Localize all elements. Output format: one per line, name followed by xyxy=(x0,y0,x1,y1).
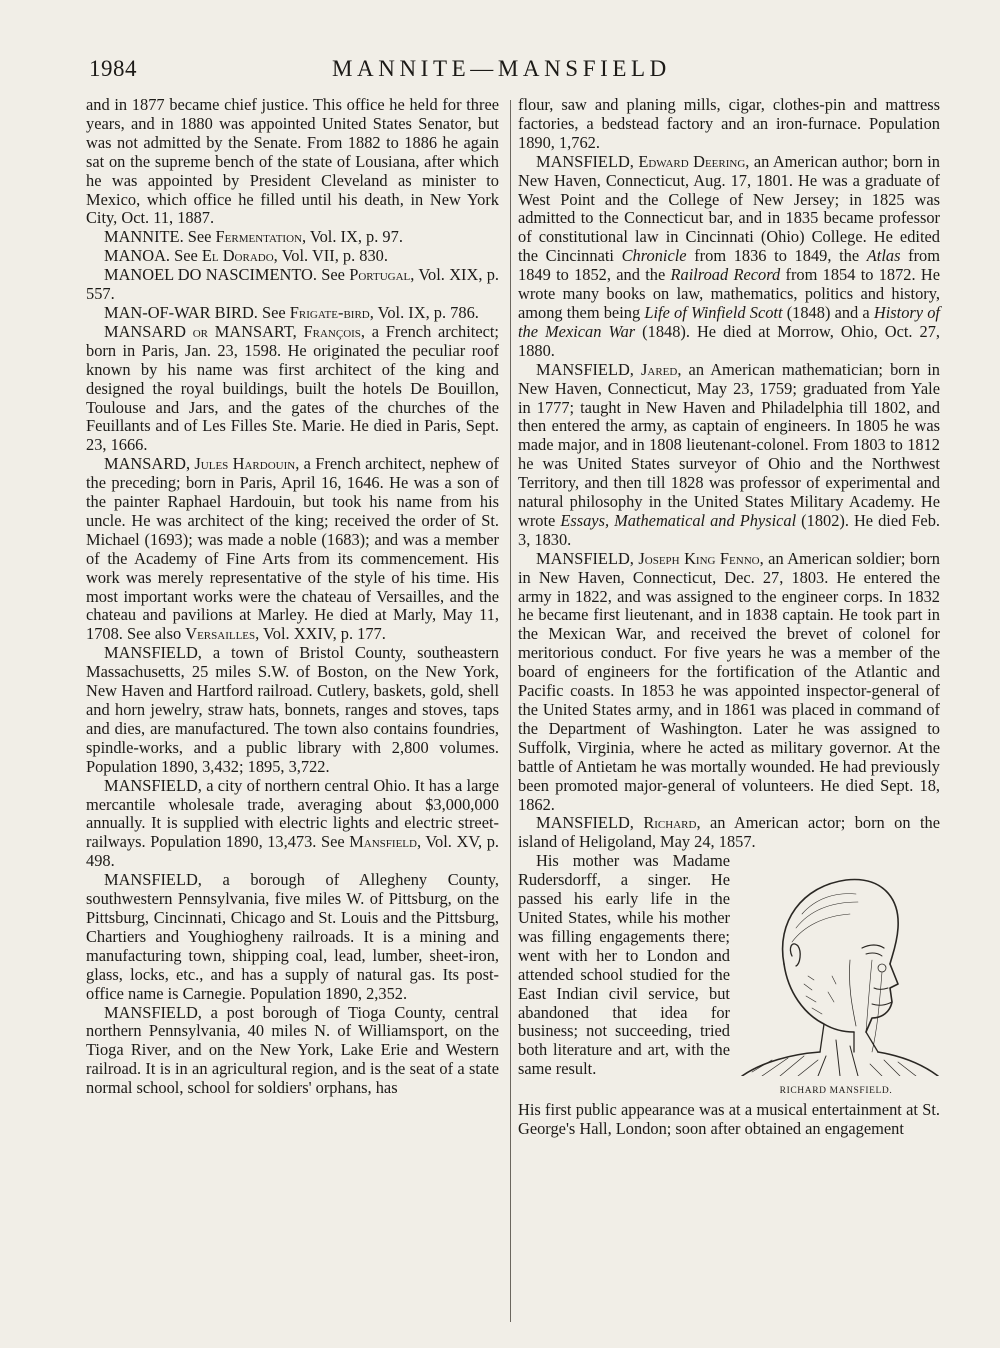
portrait-engraving xyxy=(732,856,940,1076)
entry-continuation: flour, saw and planing mills, cigar, clothes-pin and mattress factories, a bedstead factory and an iron-furnace. Population 1890, 1,762. xyxy=(518,95,940,152)
entry-mansard-jules: MANSARD, Jules Hardouin, a French architect, nephew of the preceding; born in Paris, April 16, 1646. He was a son of the painter Raphael Hardouin, but took his name from his uncle. He was architect of the king; received the order of St. Michael (1693); was made a noble (1683); and was a member of the Academy of Fine Arts from its commencement. His work was merely representative of the style of his time. His most important works were the chateau of Versailles, and the chateau and pavilions at Marley. He died at Marly, May 11, 1708. See also Versailles, Vol. XXIV, p. 177. xyxy=(86,454,499,644)
entry-mansfield-ohio: MANSFIELD, a city of northern central Ohio. It has a large mercantile wholesale trade, averaging about $3,000,000 annually. It is supplied with electric lights and electric street-railways. Population 1890, 13,473. See Mansfield, Vol. XV, p. 498. xyxy=(86,775,499,871)
entry-edward-deering: MANSFIELD, Edward Deering, an American author; born in New Haven, Connecticut, Aug. 17, 1801. He was a graduate of West Point and the College of New Jersey; in 1825 was admitted to the Connecticut bar, and in 1835 became professor of constitutional law in Cincinnati (Ohio) College. He edited the Cincinnati Chronicle from 1836 to 1849, the Atlas from 1849 to 1852, and the Railroad Record from 1854 to 1872. He wrote many books on law, mathematics, politics and history, among them being Life of Winfield Scott (1848) and a History of the Mexican War (1848). He died at Morrow, Ohio, Oct. 27, 1880. xyxy=(518,151,940,360)
entry-continuation: and in 1877 became chief justice. This office he held for three years, and in 1880 was appointed United States Senator, but was not admitted by the Senate. From 1882 to 1886 he again sat on the supreme bench of the state of Lousiana, after which he was appointed by President Cleveland as minister to Mexico, which office he filled until his death, in New York City, Oct. 11, 1887. xyxy=(86,95,499,228)
richard-wrapped-text: His mother was Madame Rudersdorff, a singer. He passed his early life in the United States, while his mother was filling engagements there; went with her to London and attended school studied for the East Indian civil service, but abandoned that idea for business; not succeeding, tried both literature and art, with the same result. xyxy=(518,851,730,1079)
entry-joseph-king-fenno: MANSFIELD, Joseph King Fenno, an American soldier; born in New Haven, Connecticut, Dec. 27, 1803. He entered the army in 1822, and was assigned to the engineer corps. In 1832 he became first lieutenant, and in 1838 captain. He took part in the Mexican War, and received the brevet of colonel for meritorious conduct. For five years he was a member of the board of engineers for the fortification of the Atlantic and Pacific coasts. In 1853 he was appointed inspector-general of the United States army, and in 1861 was placed in command of the Department of Washington. Later he was assigned to Suffolk, Virginia, where he acted as military governor. At the battle of Antietam he was mortally wounded. He had previously been promoted major-general of volunteers. He died Sept. 18, 1862. xyxy=(518,548,940,814)
portrait-caption: RICHARD MANSFIELD. xyxy=(779,1086,893,1097)
entry-manoa: MANOA. See El Dorado, Vol. VII, p. 830. xyxy=(104,246,388,266)
entry-mansfield-tioga: MANSFIELD, a post borough of Tioga County, central northern Pennsylvania, 40 miles N. of Williamsport, on the Tioga River, and on the New York, Lake Erie and Western railroad. It is in an agricultural region, and is the seat of a state normal school, school for soldiers' orphans, has xyxy=(86,1002,499,1098)
entry-man-of-war-bird: MAN-OF-WAR BIRD. See Frigate-bird, Vol. IX, p. 786. xyxy=(104,302,479,322)
entry-mannite: MANNITE. See Fermentation, Vol. IX, p. 97. xyxy=(104,227,403,247)
entry-richard-heading: MANSFIELD, Richard, an American actor; born on the island of Heligoland, May 24, 1857. xyxy=(518,813,941,852)
entry-mansfield-allegheny: MANSFIELD, a borough of Allegheny County, southwestern Pennsylvania, five miles W. of Pittsburg, on the Pittsburg, Cincinnati, Chicago and St. Louis and the Pittsburg, Chartiers and Youghiogheny railroads. It is a mining and manufacturing town, shipping coal, lead, lumber, sheet-iron, glass, locks, etc., and has a supply of natural gas. Its post-office name is Carnegie. Population 1890, 2,352. xyxy=(86,870,499,1003)
richard-continued-text: His first public appearance was at a musical entertainment at St. George's Hall, London; soon after obtained an engagement xyxy=(518,1100,940,1139)
running-head: MANNITE—MANSFIELD xyxy=(332,56,671,81)
richard-entry-body xyxy=(518,852,940,1139)
entry-manoel: MANOEL DO NASCIMENTO. See Portugal, Vol. XIX, p. 557. xyxy=(86,265,499,304)
right-column xyxy=(518,96,940,1139)
entry-mansfield-massachusetts: MANSFIELD, a town of Bristol County, southeastern Massachusetts, 25 miles S.W. of Boston, on the New York, New Haven and Hartford railroad. Cutlery, baskets, gold, shell and horn jewelry, straw hats, bonnets, ranges and stoves, taps and dies, are manufactured. The town also contains foundries, spindle-works, and a public library with 2,800 volumes. Population 1890, 3,432; 1895, 3,722. xyxy=(86,643,499,776)
page-number: 1984 xyxy=(89,56,137,81)
entry-jared: MANSFIELD, Jared, an American mathematician; born in New Haven, Connecticut, May 23, 1759; graduated from Yale in 1777; taught in New Haven and Philadelphia till 1802, and then entered the army, as captain of engineers. In 1805 he was made major, and in 1808 lieutenant-colonel. From 1803 to 1812 he was United States surveyor of Ohio and the Northwest Territory, and then till 1828 was professor of experimental and natural philosophy in the United States Military Academy. He wrote Essays, Mathematical and Physical (1802). He died Feb. 3, 1830. xyxy=(518,359,941,549)
column-divider xyxy=(510,100,511,1322)
left-column xyxy=(86,96,499,1098)
entry-mansard-francois: MANSARD or MANSART, François, a French architect; born in Paris, Jan. 23, 1598. He originated the peculiar roof known by his name was first architect of the king and designed the royal buildings, built the hotels De Bouillon, Toulouse and Jars, and the gates of the churches of the Feuillants and of Les Filles Ste. Marie. He died in Paris, Sept. 23, 1666. xyxy=(86,321,499,455)
portrait-figure xyxy=(732,856,940,1101)
